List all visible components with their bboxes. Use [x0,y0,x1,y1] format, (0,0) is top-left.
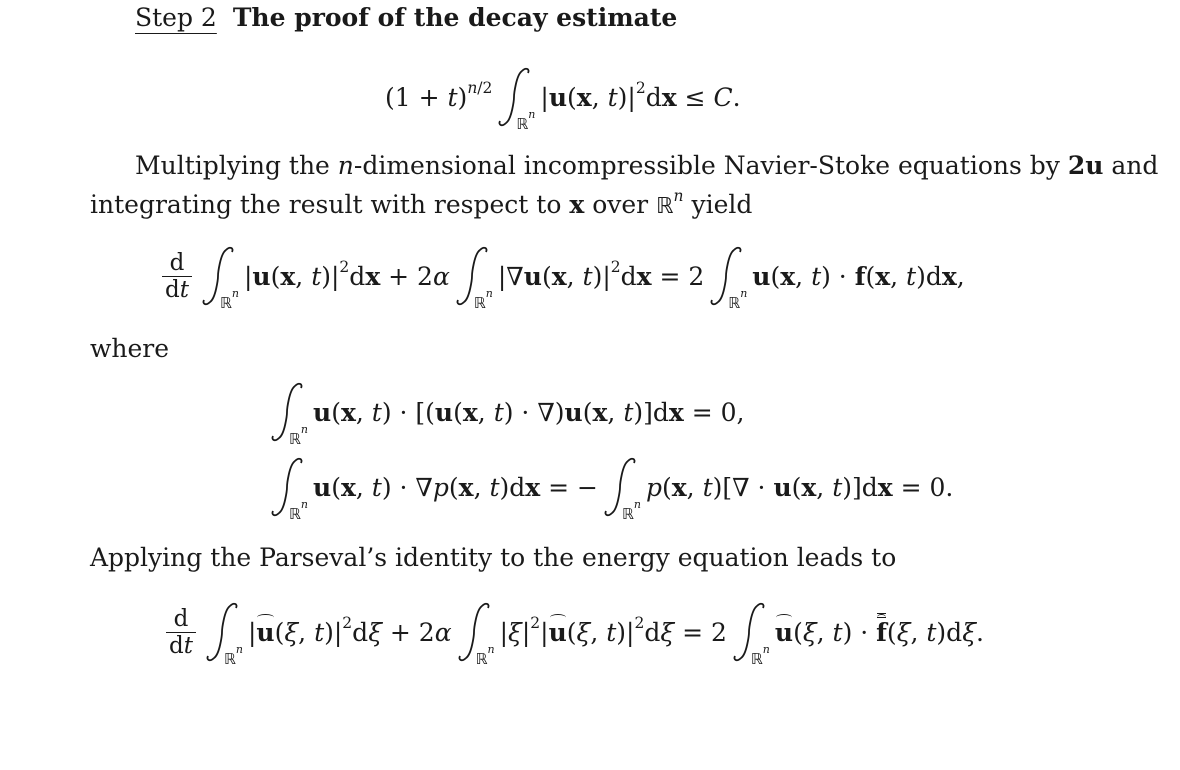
derivative-fraction: $\frac{d}{dt}$ [166,606,196,659]
integral-sign: ℝ$^n$ [267,455,309,519]
integral-sign: ℝ$^n$ [600,455,642,519]
integral-sign: ℝ$^n$ [706,244,748,308]
derivative-fraction: $\frac{d}{dt}$ [162,250,192,303]
step-label: Step 2 [135,3,217,32]
equation-pressure-term: ℝ$^n$ u(x, t) · ∇p(x, t)dx = − ℝ$^n$ p(x, t)[∇ · u(x, t)]dx = 0. [265,455,953,519]
integral-sign: ℝ$^n$ [198,244,240,308]
paragraph-where: where [90,334,170,363]
section-title: The proof of the decay estimate [232,3,678,32]
integral-sign: ℝ$^n$ [454,600,496,664]
paragraph-parseval: Applying the Parseval’s identity to the energy equation leads to [90,543,897,572]
equation-parseval-energy: $\frac{d}{dt}$ ℝ$^n$ |u(ξ, $t)|^2d\xi + 2\alpha$ ℝ$^n$ $|\xi|^2|u(\xi$, $t)|^2d\xi = 2$ ℝ$^n$ u(ξ, t) · f(ξ, t)dξ. [162,592,984,672]
equation-convective-term: ℝ$^n$ u(x, t) · [(u(x, t) · ∇)u(x, t)]dx = 0, [265,380,744,444]
integral-sign: ℝ$^n$ [202,600,244,664]
equation-energy: $\frac{d}{dt}$ ℝ$^n$ |u(x, $t)|^2dx + 2\alpha$ ℝ$^n$ |∇u(x, $t)|^2dx = 2$ ℝ$^n$ u(x, t) · f(x, t)dx, [158,236,965,316]
integral-sign: ℝ$^n$ [267,380,309,444]
integral-sign: ℝ$^n$ [729,600,771,664]
integral-sign: ℝ$^n$ [452,244,494,308]
integral-sign: ℝ$^n$ [494,65,536,129]
section-heading [135,2,677,34]
paragraph-line: Multiplying the n-dimensional incompressible Navier-Stoke equations by 2u and [135,151,1159,180]
paragraph-line: integrating the result with respect to x over ℝ$^n$ yield [90,186,753,219]
equation-decay-estimate: $(1 + t)^{n/2}$ ℝ$^n$ |u(x, $t)|^2dx \le C$. [385,62,741,132]
